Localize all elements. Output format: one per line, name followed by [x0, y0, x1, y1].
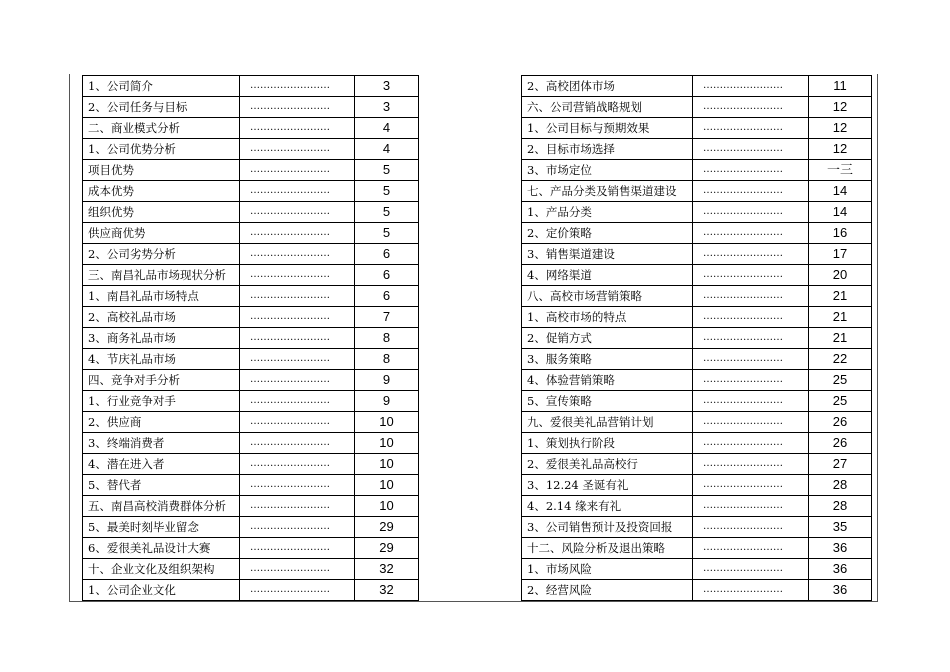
toc-page-number: 12 — [809, 97, 872, 118]
toc-row — [522, 475, 872, 496]
toc-row — [83, 244, 419, 265]
toc-entry-title: 1、高校市场的特点 — [522, 307, 693, 328]
toc-dot-leader: …………………… — [693, 265, 809, 286]
toc-entry-title: 三、南昌礼品市场现状分析 — [83, 265, 240, 286]
toc-page-number: 6 — [355, 286, 419, 307]
toc-row — [83, 202, 419, 223]
toc-page-number: 10 — [355, 412, 419, 433]
toc-entry-title: 九、爱很美礼品营销计划 — [522, 412, 693, 433]
toc-row — [83, 223, 419, 244]
toc-dot-leader: …………………… — [693, 160, 809, 181]
toc-entry-title: 2、促销方式 — [522, 328, 693, 349]
toc-page-number: 10 — [355, 475, 419, 496]
toc-entry-title: 5、最美时刻毕业留念 — [83, 517, 240, 538]
toc-row — [83, 181, 419, 202]
toc-page-number: 3 — [355, 97, 419, 118]
toc-dot-leader: …………………… — [240, 97, 355, 118]
toc-dot-leader: …………………… — [693, 181, 809, 202]
toc-entry-title: 成本优势 — [83, 181, 240, 202]
toc-page-number: 6 — [355, 265, 419, 286]
toc-dot-leader: …………………… — [240, 349, 355, 370]
toc-table-left — [82, 75, 419, 601]
toc-dot-leader: …………………… — [693, 349, 809, 370]
toc-dot-leader: …………………… — [693, 496, 809, 517]
toc-entry-title: 六、公司营销战略规划 — [522, 97, 693, 118]
toc-dot-leader: …………………… — [693, 244, 809, 265]
toc-entry-title: 5、替代者 — [83, 475, 240, 496]
toc-entry-title: 五、南昌高校消费群体分析 — [83, 496, 240, 517]
toc-entry-title: 3、销售渠道建设 — [522, 244, 693, 265]
toc-entry-title: 3、市场定位 — [522, 160, 693, 181]
toc-entry-title: 4、体验营销策略 — [522, 370, 693, 391]
toc-dot-leader: …………………… — [693, 139, 809, 160]
toc-dot-leader: …………………… — [240, 538, 355, 559]
toc-dot-leader: …………………… — [240, 496, 355, 517]
toc-dot-leader: …………………… — [693, 370, 809, 391]
toc-entry-title: 1、公司企业文化 — [83, 580, 240, 601]
toc-page-number: 6 — [355, 244, 419, 265]
toc-dot-leader: …………………… — [693, 412, 809, 433]
toc-entry-title: 十二、风险分析及退出策略 — [522, 538, 693, 559]
toc-page-number: 一三 — [809, 160, 872, 181]
toc-entry-title: 1、市场风险 — [522, 559, 693, 580]
toc-dot-leader: …………………… — [693, 118, 809, 139]
toc-dot-leader: …………………… — [693, 517, 809, 538]
toc-entry-title: 2、公司劣势分析 — [83, 244, 240, 265]
toc-page-number: 9 — [355, 370, 419, 391]
toc-page-number: 12 — [809, 139, 872, 160]
toc-page-number: 11 — [809, 76, 872, 97]
toc-entry-title: 2、高校礼品市场 — [83, 307, 240, 328]
toc-dot-leader: …………………… — [693, 202, 809, 223]
toc-row — [522, 118, 872, 139]
toc-row — [522, 328, 872, 349]
toc-entry-title: 组织优势 — [83, 202, 240, 223]
toc-entry-title: 4、潜在进入者 — [83, 454, 240, 475]
toc-entry-title: 2、目标市场选择 — [522, 139, 693, 160]
toc-row — [83, 475, 419, 496]
toc-entry-title: 4、2.14 缘来有礼 — [522, 496, 693, 517]
toc-row — [83, 517, 419, 538]
toc-page-number: 25 — [809, 391, 872, 412]
toc-page-number: 29 — [355, 517, 419, 538]
toc-page-number: 21 — [809, 328, 872, 349]
toc-row — [522, 559, 872, 580]
toc-entry-title: 4、网络渠道 — [522, 265, 693, 286]
toc-page-number: 5 — [355, 181, 419, 202]
toc-entry-title: 2、经营风险 — [522, 580, 693, 601]
toc-entry-title: 1、南昌礼品市场特点 — [83, 286, 240, 307]
toc-row — [522, 454, 872, 475]
toc-entry-title: 十、企业文化及组织架构 — [83, 559, 240, 580]
toc-dot-leader: …………………… — [240, 139, 355, 160]
toc-dot-leader: …………………… — [240, 475, 355, 496]
toc-page-number: 5 — [355, 160, 419, 181]
toc-row — [83, 559, 419, 580]
toc-dot-leader: …………………… — [240, 454, 355, 475]
toc-dot-leader: …………………… — [240, 391, 355, 412]
toc-entry-title: 2、定价策略 — [522, 223, 693, 244]
toc-dot-leader: …………………… — [693, 391, 809, 412]
toc-page-number: 35 — [809, 517, 872, 538]
toc-page-number: 10 — [355, 454, 419, 475]
toc-dot-leader: …………………… — [240, 223, 355, 244]
toc-entry-title: 1、策划执行阶段 — [522, 433, 693, 454]
toc-row — [522, 517, 872, 538]
toc-page-number: 27 — [809, 454, 872, 475]
toc-row — [522, 202, 872, 223]
toc-row — [522, 97, 872, 118]
toc-page-number: 9 — [355, 391, 419, 412]
toc-page-number: 3 — [355, 76, 419, 97]
toc-row — [83, 328, 419, 349]
toc-page-number: 28 — [809, 475, 872, 496]
toc-entry-title: 七、产品分类及销售渠道建设 — [522, 181, 693, 202]
toc-row — [83, 265, 419, 286]
toc-dot-leader: …………………… — [240, 160, 355, 181]
toc-dot-leader: …………………… — [693, 286, 809, 307]
toc-entry-title: 5、宣传策略 — [522, 391, 693, 412]
toc-entry-title: 3、商务礼品市场 — [83, 328, 240, 349]
toc-row — [83, 412, 419, 433]
toc-row — [522, 391, 872, 412]
toc-entry-title: 1、行业竞争对手 — [83, 391, 240, 412]
toc-dot-leader: …………………… — [240, 244, 355, 265]
toc-dot-leader: …………………… — [240, 307, 355, 328]
toc-row — [522, 496, 872, 517]
toc-dot-leader: …………………… — [240, 328, 355, 349]
toc-row — [83, 160, 419, 181]
toc-row — [83, 391, 419, 412]
toc-dot-leader: …………………… — [240, 286, 355, 307]
toc-page-number: 29 — [355, 538, 419, 559]
toc-page-number: 26 — [809, 412, 872, 433]
toc-row — [522, 286, 872, 307]
toc-row — [83, 580, 419, 601]
toc-page-number: 8 — [355, 328, 419, 349]
toc-entry-title: 3、12.24 圣诞有礼 — [522, 475, 693, 496]
toc-dot-leader: …………………… — [240, 517, 355, 538]
toc-page-number: 36 — [809, 580, 872, 601]
toc-page-number: 36 — [809, 559, 872, 580]
toc-page-number: 28 — [809, 496, 872, 517]
toc-row — [522, 370, 872, 391]
toc-entry-title: 二、商业模式分析 — [83, 118, 240, 139]
toc-row — [522, 433, 872, 454]
toc-row — [522, 181, 872, 202]
toc-page-number: 14 — [809, 181, 872, 202]
toc-row — [83, 349, 419, 370]
toc-page-number: 14 — [809, 202, 872, 223]
toc-dot-leader: …………………… — [693, 76, 809, 97]
toc-dot-leader: …………………… — [240, 559, 355, 580]
toc-entry-title: 2、爱很美礼品高校行 — [522, 454, 693, 475]
toc-page-number: 22 — [809, 349, 872, 370]
toc-dot-leader: …………………… — [240, 265, 355, 286]
toc-dot-leader: …………………… — [240, 433, 355, 454]
toc-dot-leader: …………………… — [693, 307, 809, 328]
toc-page-number: 32 — [355, 559, 419, 580]
toc-entry-title: 四、竞争对手分析 — [83, 370, 240, 391]
toc-page-number: 12 — [809, 118, 872, 139]
toc-dot-leader: …………………… — [693, 475, 809, 496]
toc-dot-leader: …………………… — [240, 370, 355, 391]
toc-row — [83, 307, 419, 328]
toc-page-number: 4 — [355, 118, 419, 139]
toc-entry-title: 3、服务策略 — [522, 349, 693, 370]
toc-page-number: 4 — [355, 139, 419, 160]
toc-dot-leader: …………………… — [693, 454, 809, 475]
toc-page-number: 20 — [809, 265, 872, 286]
toc-dot-leader: …………………… — [240, 202, 355, 223]
toc-entry-title: 6、爱很美礼品设计大赛 — [83, 538, 240, 559]
toc-page-number: 7 — [355, 307, 419, 328]
toc-dot-leader: …………………… — [240, 118, 355, 139]
toc-page-number: 10 — [355, 496, 419, 517]
toc-row — [83, 139, 419, 160]
toc-page-number: 5 — [355, 223, 419, 244]
toc-page-number: 5 — [355, 202, 419, 223]
toc-row — [522, 307, 872, 328]
toc-row — [83, 433, 419, 454]
toc-row — [522, 223, 872, 244]
toc-row — [522, 538, 872, 559]
toc-page-number: 21 — [809, 307, 872, 328]
toc-dot-leader: …………………… — [693, 538, 809, 559]
toc-entry-title: 2、供应商 — [83, 412, 240, 433]
toc-row — [522, 139, 872, 160]
toc-row — [83, 118, 419, 139]
toc-dot-leader: …………………… — [693, 559, 809, 580]
toc-entry-title: 八、高校市场营销策略 — [522, 286, 693, 307]
toc-page-number: 21 — [809, 286, 872, 307]
toc-page-number: 26 — [809, 433, 872, 454]
toc-dot-leader: …………………… — [240, 412, 355, 433]
toc-row — [83, 370, 419, 391]
toc-dot-leader: …………………… — [240, 580, 355, 601]
toc-entry-title: 2、高校团体市场 — [522, 76, 693, 97]
toc-dot-leader: …………………… — [240, 76, 355, 97]
toc-row — [522, 412, 872, 433]
toc-row — [522, 265, 872, 286]
toc-dot-leader: …………………… — [693, 433, 809, 454]
toc-row — [83, 454, 419, 475]
toc-row — [83, 496, 419, 517]
toc-page-number: 25 — [809, 370, 872, 391]
toc-entry-title: 1、公司目标与预期效果 — [522, 118, 693, 139]
toc-dot-leader: …………………… — [693, 580, 809, 601]
toc-page-number: 32 — [355, 580, 419, 601]
toc-row — [83, 286, 419, 307]
toc-page-number: 10 — [355, 433, 419, 454]
toc-row — [522, 76, 872, 97]
toc-table-right — [521, 75, 872, 601]
toc-entry-title: 1、公司优势分析 — [83, 139, 240, 160]
toc-page-number: 17 — [809, 244, 872, 265]
toc-entry-title: 3、终端消费者 — [83, 433, 240, 454]
toc-entry-title: 2、公司任务与目标 — [83, 97, 240, 118]
toc-dot-leader: …………………… — [693, 97, 809, 118]
toc-entry-title: 1、公司简介 — [83, 76, 240, 97]
toc-row — [83, 538, 419, 559]
toc-page-number: 8 — [355, 349, 419, 370]
toc-page-number: 36 — [809, 538, 872, 559]
toc-row — [522, 160, 872, 181]
toc-entry-title: 3、公司销售预计及投资回报 — [522, 517, 693, 538]
toc-row — [522, 244, 872, 265]
toc-row — [83, 97, 419, 118]
toc-row — [83, 76, 419, 97]
toc-dot-leader: …………………… — [693, 328, 809, 349]
toc-entry-title: 4、节庆礼品市场 — [83, 349, 240, 370]
toc-entry-title: 项目优势 — [83, 160, 240, 181]
toc-entry-title: 供应商优势 — [83, 223, 240, 244]
toc-row — [522, 580, 872, 601]
toc-dot-leader: …………………… — [693, 223, 809, 244]
toc-page-number: 16 — [809, 223, 872, 244]
toc-row — [522, 349, 872, 370]
toc-entry-title: 1、产品分类 — [522, 202, 693, 223]
toc-dot-leader: …………………… — [240, 181, 355, 202]
